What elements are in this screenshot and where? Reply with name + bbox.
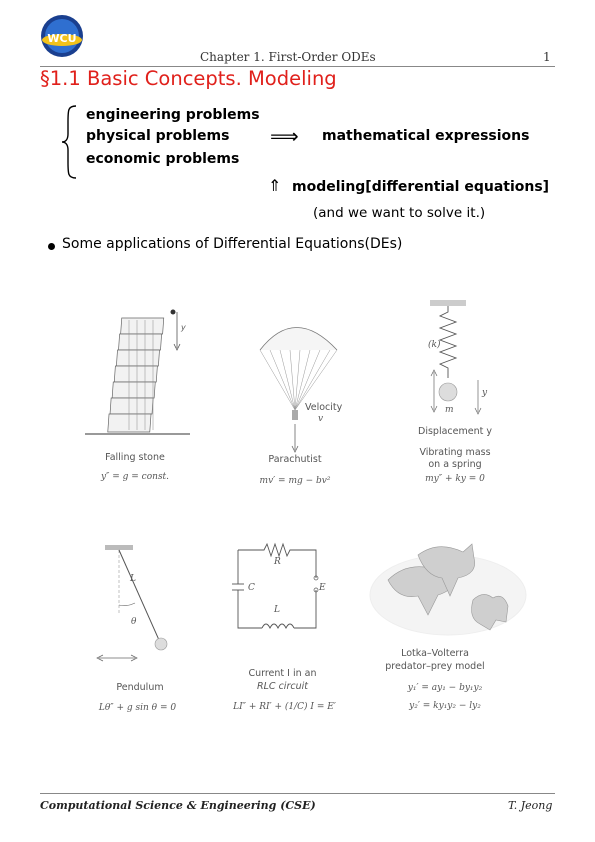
- solve-note: (and we want to solve it.): [313, 205, 486, 221]
- problem-physical: physical problems: [86, 128, 230, 144]
- pendulum-figure: [95, 545, 175, 669]
- page-number: 1: [543, 50, 551, 64]
- equation-pendulum: Lθ″ + g sin θ = 0: [98, 703, 177, 713]
- displacement-y-label: y: [482, 388, 488, 398]
- footer-left: Computational Science & Engineering (CSE): [40, 799, 316, 812]
- section-title: §1.1 Basic Concepts. Modeling: [40, 67, 337, 90]
- predator-prey-figure: [368, 540, 528, 654]
- falling-stone-figure: [85, 300, 195, 444]
- mass-label: m: [445, 405, 454, 415]
- equation-spring-mass: my″ + ky = 0: [425, 474, 485, 484]
- left-brace: [60, 104, 80, 184]
- caption-pendulum: Pendulum: [116, 682, 164, 693]
- caption-parachutist: Parachutist: [268, 454, 322, 465]
- rlc-circuit-figure: [230, 538, 325, 642]
- equation-predator-prey-1: y₁′ = ay₁ − by₁y₂: [407, 683, 483, 693]
- parachute-velocity-symbol: v: [318, 414, 324, 424]
- caption-rlc: Current I in an: [248, 668, 317, 679]
- parachutist-figure: [255, 310, 350, 464]
- equation-parachutist: mv′ = mg − bv²: [259, 476, 331, 486]
- footer-right: T. Jeong: [508, 799, 553, 812]
- equation-predator-prey-2: y₂′ = ky₁y₂ − ly₂: [409, 701, 481, 711]
- chapter-header: Chapter 1. First-Order ODEs: [200, 50, 376, 64]
- equation-rlc: LI″ + RI′ + (1/C) I = E′: [233, 702, 336, 712]
- parachute-velocity-label: Velocity: [305, 402, 343, 413]
- target-expressions: mathematical expressions: [322, 128, 530, 144]
- bullet-dot: [48, 243, 55, 250]
- capacitor-C-label: C: [248, 583, 255, 593]
- problem-engineering: engineering problems: [86, 107, 260, 123]
- spring-mass-figure: [420, 300, 490, 424]
- caption-falling-stone: Falling stone: [105, 452, 165, 463]
- caption-spring-mass: Vibrating mass: [419, 447, 491, 458]
- resistor-R-label: R: [274, 557, 281, 567]
- footer-rule: [40, 793, 555, 794]
- equation-falling-stone: y″ = g = const.: [100, 472, 170, 482]
- implies-arrow: ⟹: [270, 124, 299, 148]
- spring-k-label: (k): [428, 340, 441, 350]
- inductor-L-label: L: [274, 605, 280, 615]
- modeling-label: modeling[differential equations]: [292, 179, 550, 195]
- caption-predator-prey: Lotka–Volterra: [401, 648, 469, 659]
- problem-economic: economic problems: [86, 151, 240, 167]
- pendulum-theta-label: θ: [131, 617, 137, 627]
- pendulum-L-label: L: [130, 574, 136, 584]
- caption-rlc-2: RLC circuit: [257, 681, 308, 692]
- displacement-caption: Displacement y: [418, 426, 492, 437]
- bullet-text: Some applications of Differential Equations(DEs): [62, 236, 403, 252]
- caption-predator-prey-2: predator–prey model: [385, 661, 485, 672]
- source-E-label: E: [319, 583, 326, 593]
- up-arrow: ⇑: [268, 176, 282, 195]
- university-logo: [40, 14, 84, 58]
- logo-text: WCU: [47, 32, 77, 45]
- caption-spring-mass-2: on a spring: [428, 459, 482, 470]
- svg-text:y: y: [181, 323, 186, 332]
